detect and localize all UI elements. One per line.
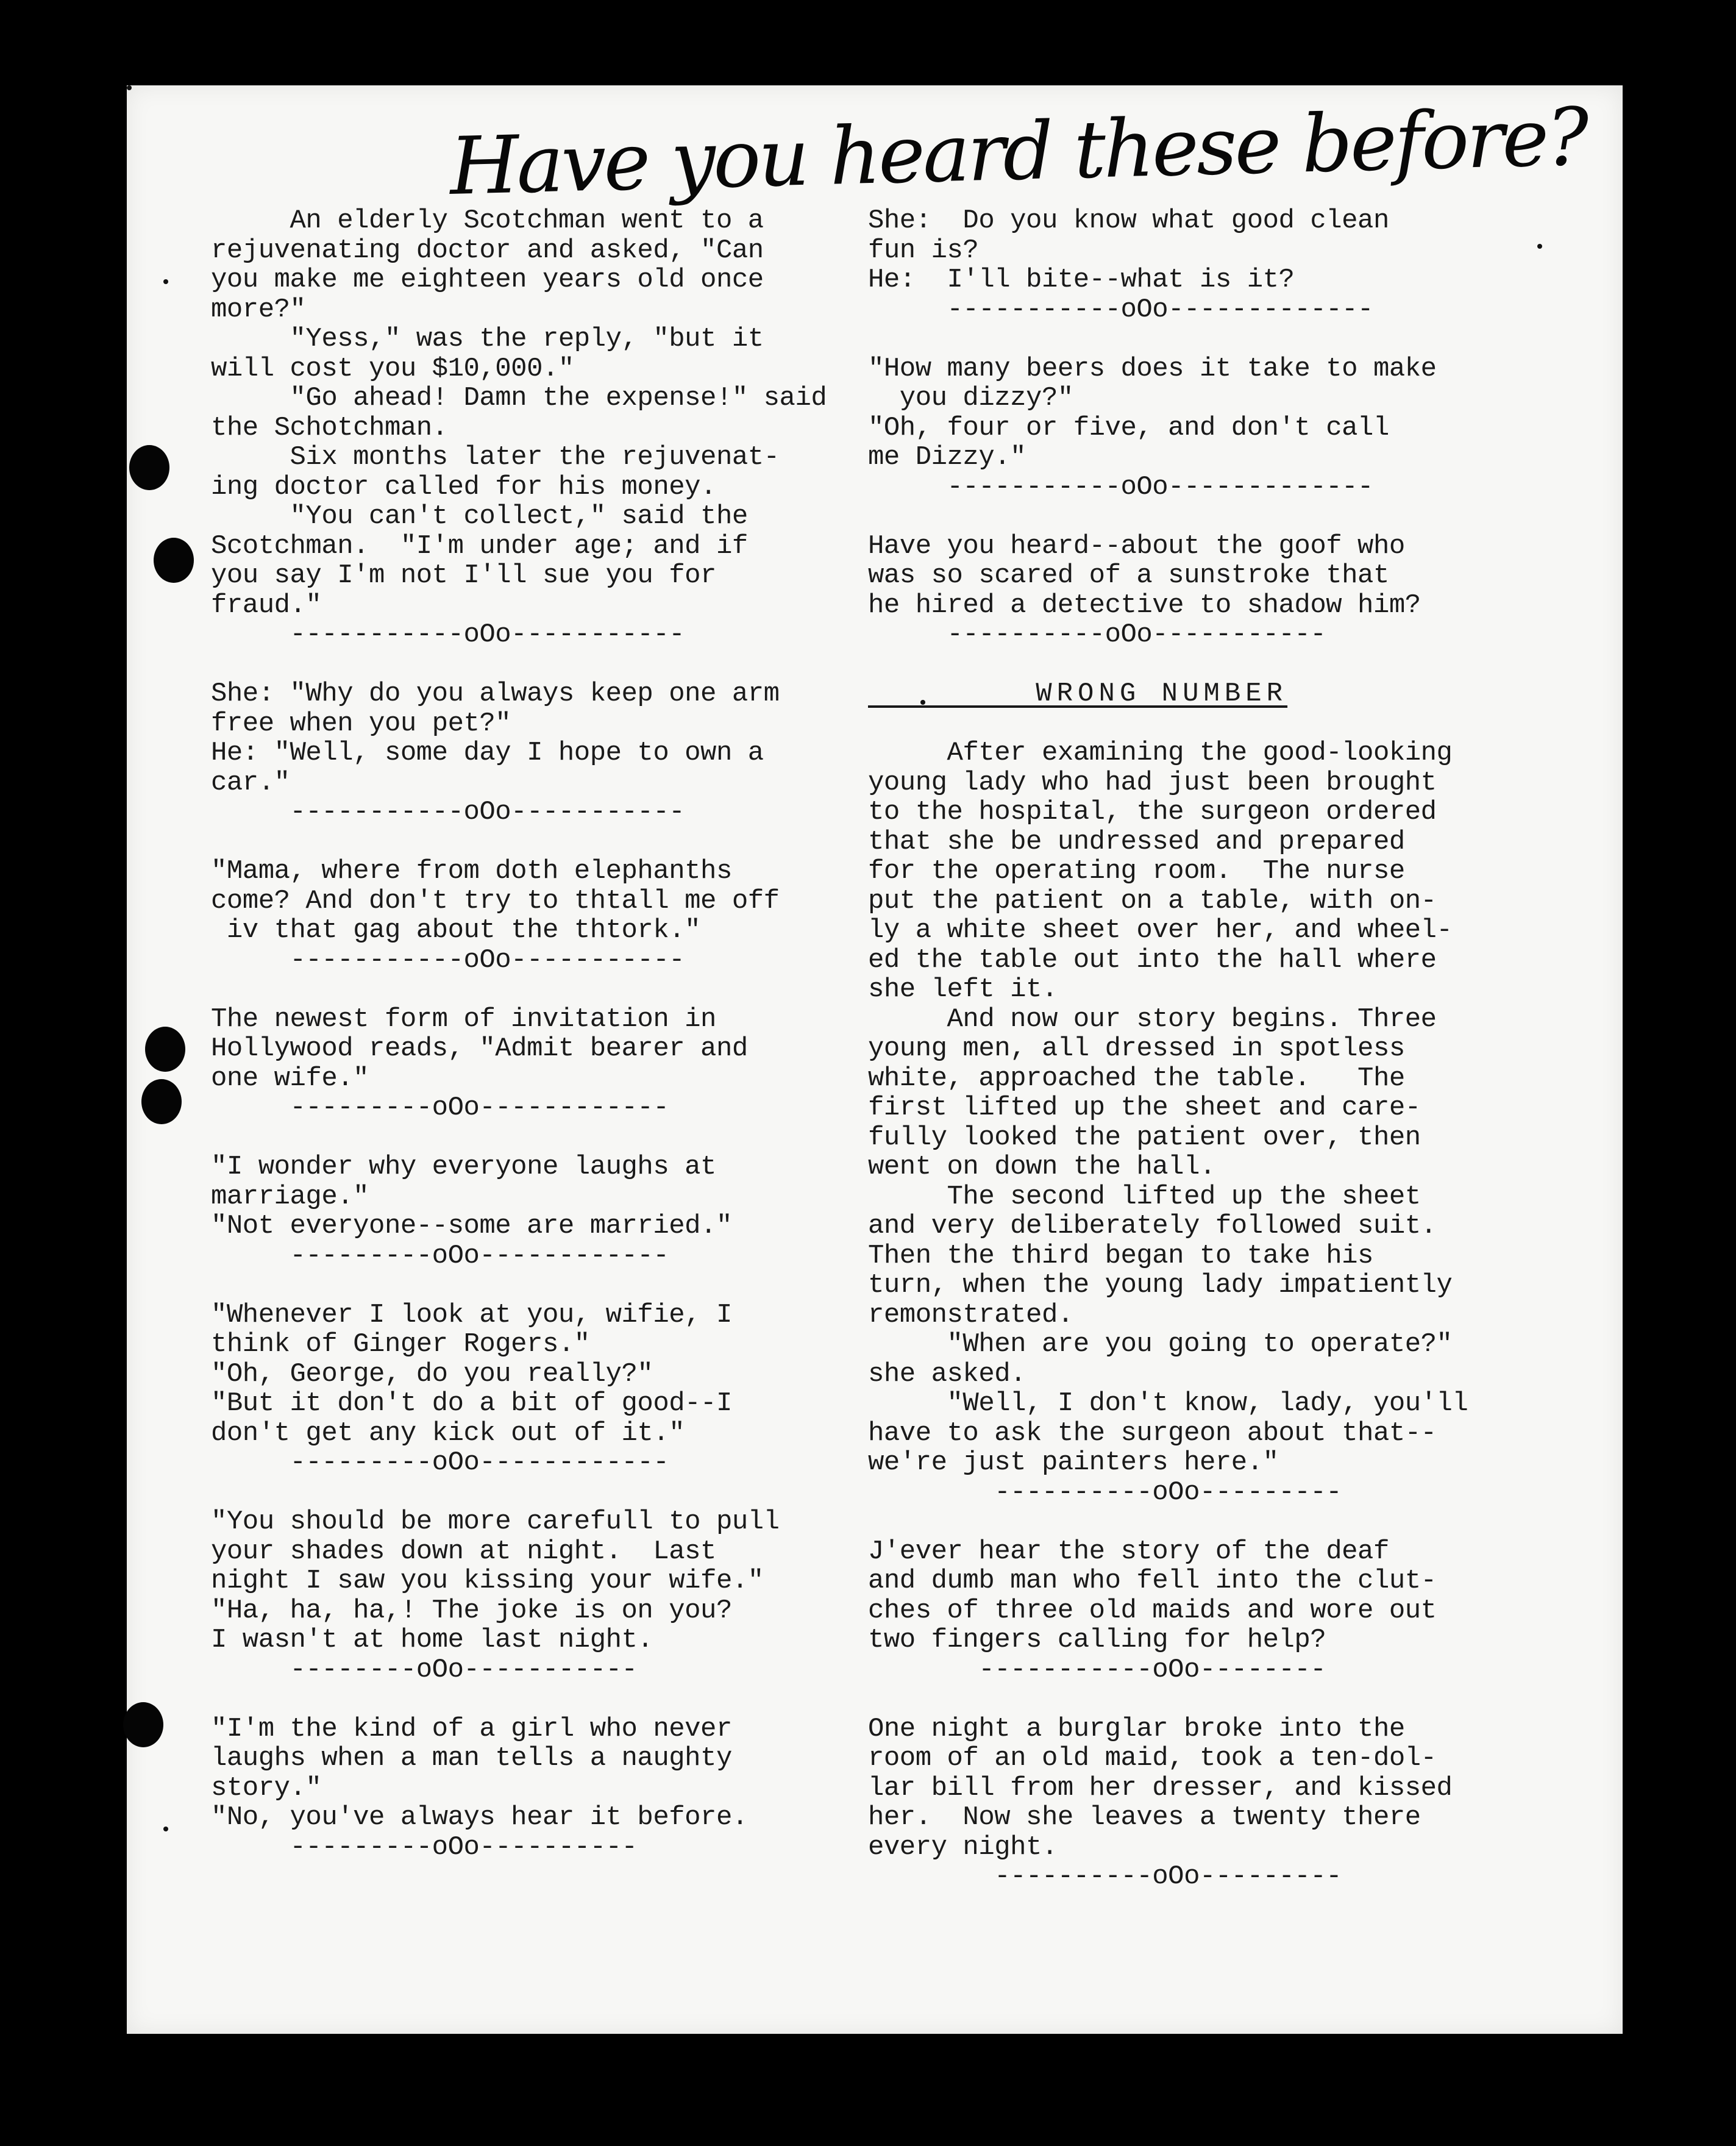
- text-line: "You can't collect," said the: [211, 501, 748, 532]
- text-line: "Ha, ha, ha,! The joke is on you?: [211, 1595, 732, 1626]
- blank-line: [868, 502, 1468, 532]
- text-line: for the operating room. The nurse: [868, 856, 1405, 886]
- text-line: first lifted up the sheet and care-: [868, 1093, 1421, 1123]
- text-line: rejuvenating doctor and asked, "Can: [211, 235, 764, 266]
- blank-line: [211, 1478, 827, 1508]
- text-line: every night.: [868, 1831, 1058, 1863]
- text-line: J'ever hear the story of the deaf: [868, 1536, 1389, 1567]
- text-line: "Mama, where from doth elephanths: [211, 856, 732, 886]
- text-line: iv that gag about the thtork.": [211, 915, 701, 946]
- blank-line: [868, 1507, 1468, 1537]
- text-line: me Dizzy.": [868, 442, 1026, 472]
- text-line: laughs when a man tells a naughty: [211, 1743, 732, 1773]
- text-line: went on down the hall.: [868, 1152, 1215, 1182]
- text-line: marriage.": [211, 1181, 369, 1212]
- text-line: "Not everyone--some are married.": [211, 1211, 732, 1241]
- text-line: fully looked the patient over, then: [868, 1122, 1421, 1153]
- blank-line: [211, 650, 827, 680]
- separator-line: ---------oOo------------: [211, 1240, 669, 1271]
- text-line: "Yess," was the reply, "but it: [211, 324, 764, 354]
- text-line: room of an old maid, took a ten-dol-: [868, 1743, 1437, 1773]
- blank-line: [211, 975, 827, 1005]
- text-line: car.": [211, 767, 290, 798]
- text-line: have to ask the surgeon about that--: [868, 1417, 1437, 1449]
- speck: [127, 85, 132, 90]
- text-line: ing doctor called for his money.: [211, 471, 716, 502]
- text-line: the Schotchman.: [211, 412, 448, 443]
- text-line: think of Ginger Rogers.": [211, 1329, 590, 1360]
- left-column: [211, 206, 827, 1862]
- text-line: to the hospital, the surgeon ordered: [868, 797, 1437, 827]
- separator-line: ----------oOo---------: [868, 1861, 1342, 1892]
- text-line: young lady who had just been brought: [868, 767, 1437, 798]
- separator-line: -----------oOo-----------: [211, 619, 685, 650]
- text-line: put the patient on a table, with on-: [868, 885, 1437, 916]
- text-line: Then the third began to take his: [868, 1240, 1373, 1271]
- text-line: "Go ahead! Damn the expense!" said: [211, 383, 827, 413]
- text-line: you say I'm not I'll sue you for: [211, 560, 716, 591]
- text-line: white, approached the table. The: [868, 1063, 1405, 1094]
- text-line: your shades down at night. Last: [211, 1536, 716, 1567]
- text-line: story.": [211, 1772, 322, 1803]
- text-line: He: "Well, some day I hope to own a: [211, 738, 764, 768]
- separator-line: -----------oOo--------: [868, 1654, 1326, 1685]
- separator-line: ----------oOo-----------: [868, 619, 1326, 650]
- text-line: And now our story begins. Three: [868, 1003, 1437, 1035]
- punch-hole: [154, 538, 194, 583]
- blank-line: [868, 650, 1468, 680]
- text-line: "How many beers does it take to make: [868, 353, 1437, 384]
- text-line: she asked.: [868, 1358, 1026, 1389]
- text-line: ly a white sheet over her, and wheel-: [868, 915, 1453, 946]
- text-line: "I wonder why everyone laughs at: [211, 1152, 716, 1182]
- text-line: night I saw you kissing your wife.": [211, 1566, 764, 1596]
- text-line: and dumb man who fell into the clut-: [868, 1566, 1437, 1596]
- text-line: come? And don't try to thtall me off: [211, 885, 780, 916]
- blank-line: [211, 1271, 827, 1300]
- text-line: He: I'll bite--what is it?: [868, 265, 1295, 295]
- text-line: "Oh, four or five, and don't call: [868, 412, 1389, 443]
- text-line: "When are you going to operate?": [868, 1329, 1453, 1360]
- blank-line: [868, 1684, 1468, 1714]
- text-line: she left it.: [868, 974, 1058, 1005]
- separator-line: ----------oOo---------: [868, 1477, 1342, 1508]
- text-line: "I'm the kind of a girl who never: [211, 1713, 732, 1744]
- separator-line: ---------oOo------------: [211, 1447, 669, 1478]
- separator-line: -----------oOo-------------: [868, 294, 1373, 325]
- text-line: fun is?: [868, 235, 979, 266]
- text-line: more?": [211, 294, 306, 325]
- punch-hole: [141, 1079, 182, 1124]
- text-line: don't get any kick out of it.": [211, 1417, 685, 1449]
- separator-line: -----------oOo-----------: [211, 944, 685, 975]
- text-line: I wasn't at home last night.: [211, 1625, 653, 1655]
- speck: [163, 1827, 168, 1831]
- text-line: An elderly Scotchman went to a: [211, 205, 764, 236]
- text-line: we're just painters here.": [868, 1447, 1279, 1478]
- text-line: fraud.": [211, 590, 322, 621]
- text-line: "Oh, George, do you really?": [211, 1358, 653, 1389]
- text-line: Six months later the rejuvenat-: [211, 442, 780, 472]
- text-line: ed the table out into the hall where: [868, 944, 1437, 975]
- text-line: After examining the good-looking: [868, 738, 1453, 768]
- punch-hole: [123, 1702, 163, 1747]
- text-line: "No, you've always hear it before.: [211, 1802, 748, 1833]
- text-line: he hired a detective to shadow him?: [868, 590, 1421, 621]
- speck: [163, 279, 168, 284]
- text-line: "Well, I don't know, lady, you'll: [868, 1388, 1468, 1419]
- text-line: She: "Why do you always keep one arm: [211, 679, 780, 709]
- typewritten-page: [127, 85, 1623, 2034]
- text-line: The newest form of invitation in: [211, 1003, 716, 1035]
- separator-line: -----------oOo-------------: [868, 471, 1373, 502]
- separator-line: -----------oOo-----------: [211, 797, 685, 827]
- blank-line: [211, 1123, 827, 1153]
- section-title: WRONG NUMBER: [868, 679, 1288, 709]
- text-line: remonstrated.: [868, 1299, 1073, 1330]
- handwritten-heading: Have you heard these before?: [449, 90, 1588, 213]
- separator-line: ---------oOo----------: [211, 1831, 638, 1863]
- right-column: [868, 206, 1468, 1892]
- separator-line: ---------oOo------------: [211, 1093, 669, 1123]
- text-line: and very deliberately followed suit.: [868, 1211, 1437, 1241]
- text-line: you dizzy?": [868, 383, 1073, 413]
- text-line: will cost you $10,000.": [211, 353, 574, 384]
- text-line: "But it don't do a bit of good--I: [211, 1388, 732, 1419]
- text-line: Scotchman. "I'm under age; and if: [211, 530, 748, 561]
- text-line: The second lifted up the sheet: [868, 1181, 1421, 1212]
- text-line: "You should be more carefull to pull: [211, 1506, 780, 1537]
- blank-line: [868, 324, 1468, 354]
- text-line: that she be undressed and prepared: [868, 826, 1405, 857]
- text-line: She: Do you know what good clean: [868, 205, 1389, 236]
- blank-line: [211, 827, 827, 857]
- blank-line: [211, 1684, 827, 1714]
- text-line: was so scared of a sunstroke that: [868, 560, 1389, 591]
- blank-line: [868, 709, 1468, 739]
- text-line: one wife.": [211, 1063, 369, 1094]
- punch-hole: [145, 1027, 185, 1072]
- punch-hole: [129, 445, 169, 490]
- text-line: young men, all dressed in spotless: [868, 1033, 1405, 1064]
- text-line: One night a burglar broke into the: [868, 1713, 1405, 1744]
- text-line: her. Now she leaves a twenty there: [868, 1802, 1421, 1833]
- text-line: turn, when the young lady impatiently: [868, 1270, 1453, 1300]
- text-line: you make me eighteen years old once: [211, 265, 764, 295]
- text-line: ches of three old maids and wore out: [868, 1595, 1437, 1626]
- separator-line: --------oOo-----------: [211, 1654, 638, 1685]
- text-line: "Whenever I look at you, wifie, I: [211, 1299, 732, 1330]
- speck: [1537, 244, 1542, 249]
- text-line: Have you heard--about the goof who: [868, 530, 1405, 561]
- text-line: free when you pet?": [211, 708, 511, 739]
- text-line: Hollywood reads, "Admit bearer and: [211, 1033, 748, 1064]
- text-line: lar bill from her dresser, and kissed: [868, 1772, 1453, 1803]
- text-line: two fingers calling for help?: [868, 1625, 1326, 1655]
